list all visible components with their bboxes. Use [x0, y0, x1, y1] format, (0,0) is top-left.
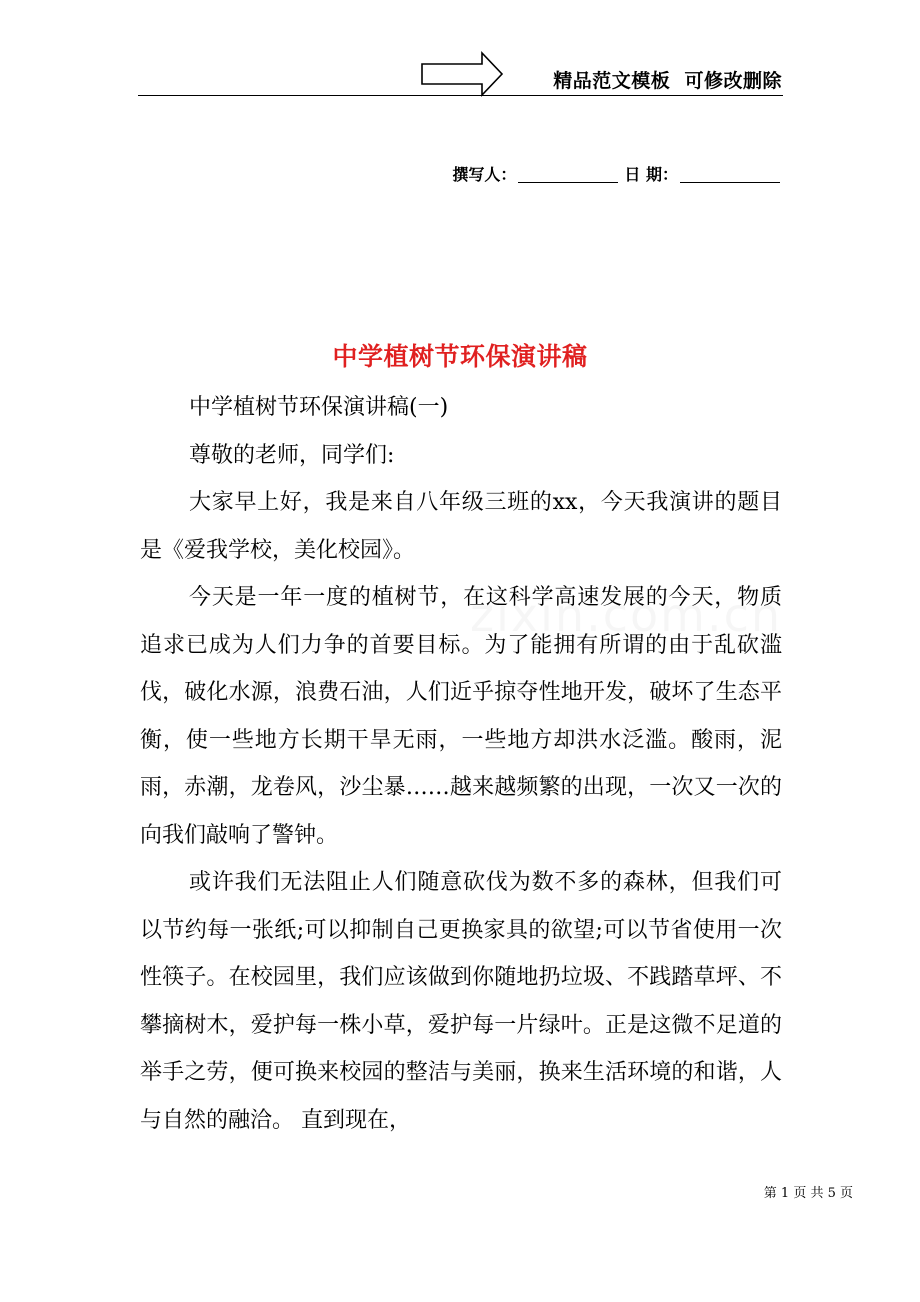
date-blank: [680, 166, 780, 183]
paragraph: 尊敬的老师，同学们:: [189, 442, 395, 468]
paragraph: 今天是一年一度的植树节，在这科学高速发展的今天，物质追求已成为人们力争的首要目标。为了能拥有所谓的由于乱砍滥伐，破化水源，浪费石油，人们近乎掠夺性地开发，破坏了生态平衡，使一些地方长期干旱无雨，一些地方却洪水泛滥。酸雨，泥雨，赤潮，龙卷风，沙尘暴……越来越频繁的出现，一次又一次的向我们敲响了警钟。: [140, 585, 782, 848]
header-label: 精品范文模板 可修改删除: [553, 70, 782, 92]
paragraph: 中学植树节环保演讲稿(一): [189, 395, 449, 420]
paragraph: 大家早上好，我是来自八年级三班的xx，今天我演讲的题目是《爱我学校，美化校园》。: [140, 490, 782, 563]
author-date-line: [452, 162, 782, 185]
document-title: 中学植树节环保演讲稿: [332, 342, 588, 371]
date-label: 日 期：: [624, 165, 678, 184]
right-arrow-icon: [420, 51, 504, 97]
document-body: [140, 384, 782, 1144]
author-blank: [518, 166, 618, 183]
paragraph: 或许我们无法阻止人们随意砍伐为数不多的森林，但我们可以节约每一张纸;可以抑制自己更换家具的欲望;可以节省使用一次性筷子。在校园里，我们应该做到你随地扔垃圾、不践踏草坪、不攀摘树木，爱护每一株小草，爱护每一片绿叶。正是这微不足道的举手之劳，便可换来校园的整洁与美丽，换来生活环境的和谐，人与自然的融洽。 直到现在，: [140, 870, 782, 1133]
author-label: 撰写人：: [452, 165, 517, 184]
page-number: 第 1 页 共 5 页: [763, 1186, 853, 1201]
header-divider: [138, 95, 783, 96]
